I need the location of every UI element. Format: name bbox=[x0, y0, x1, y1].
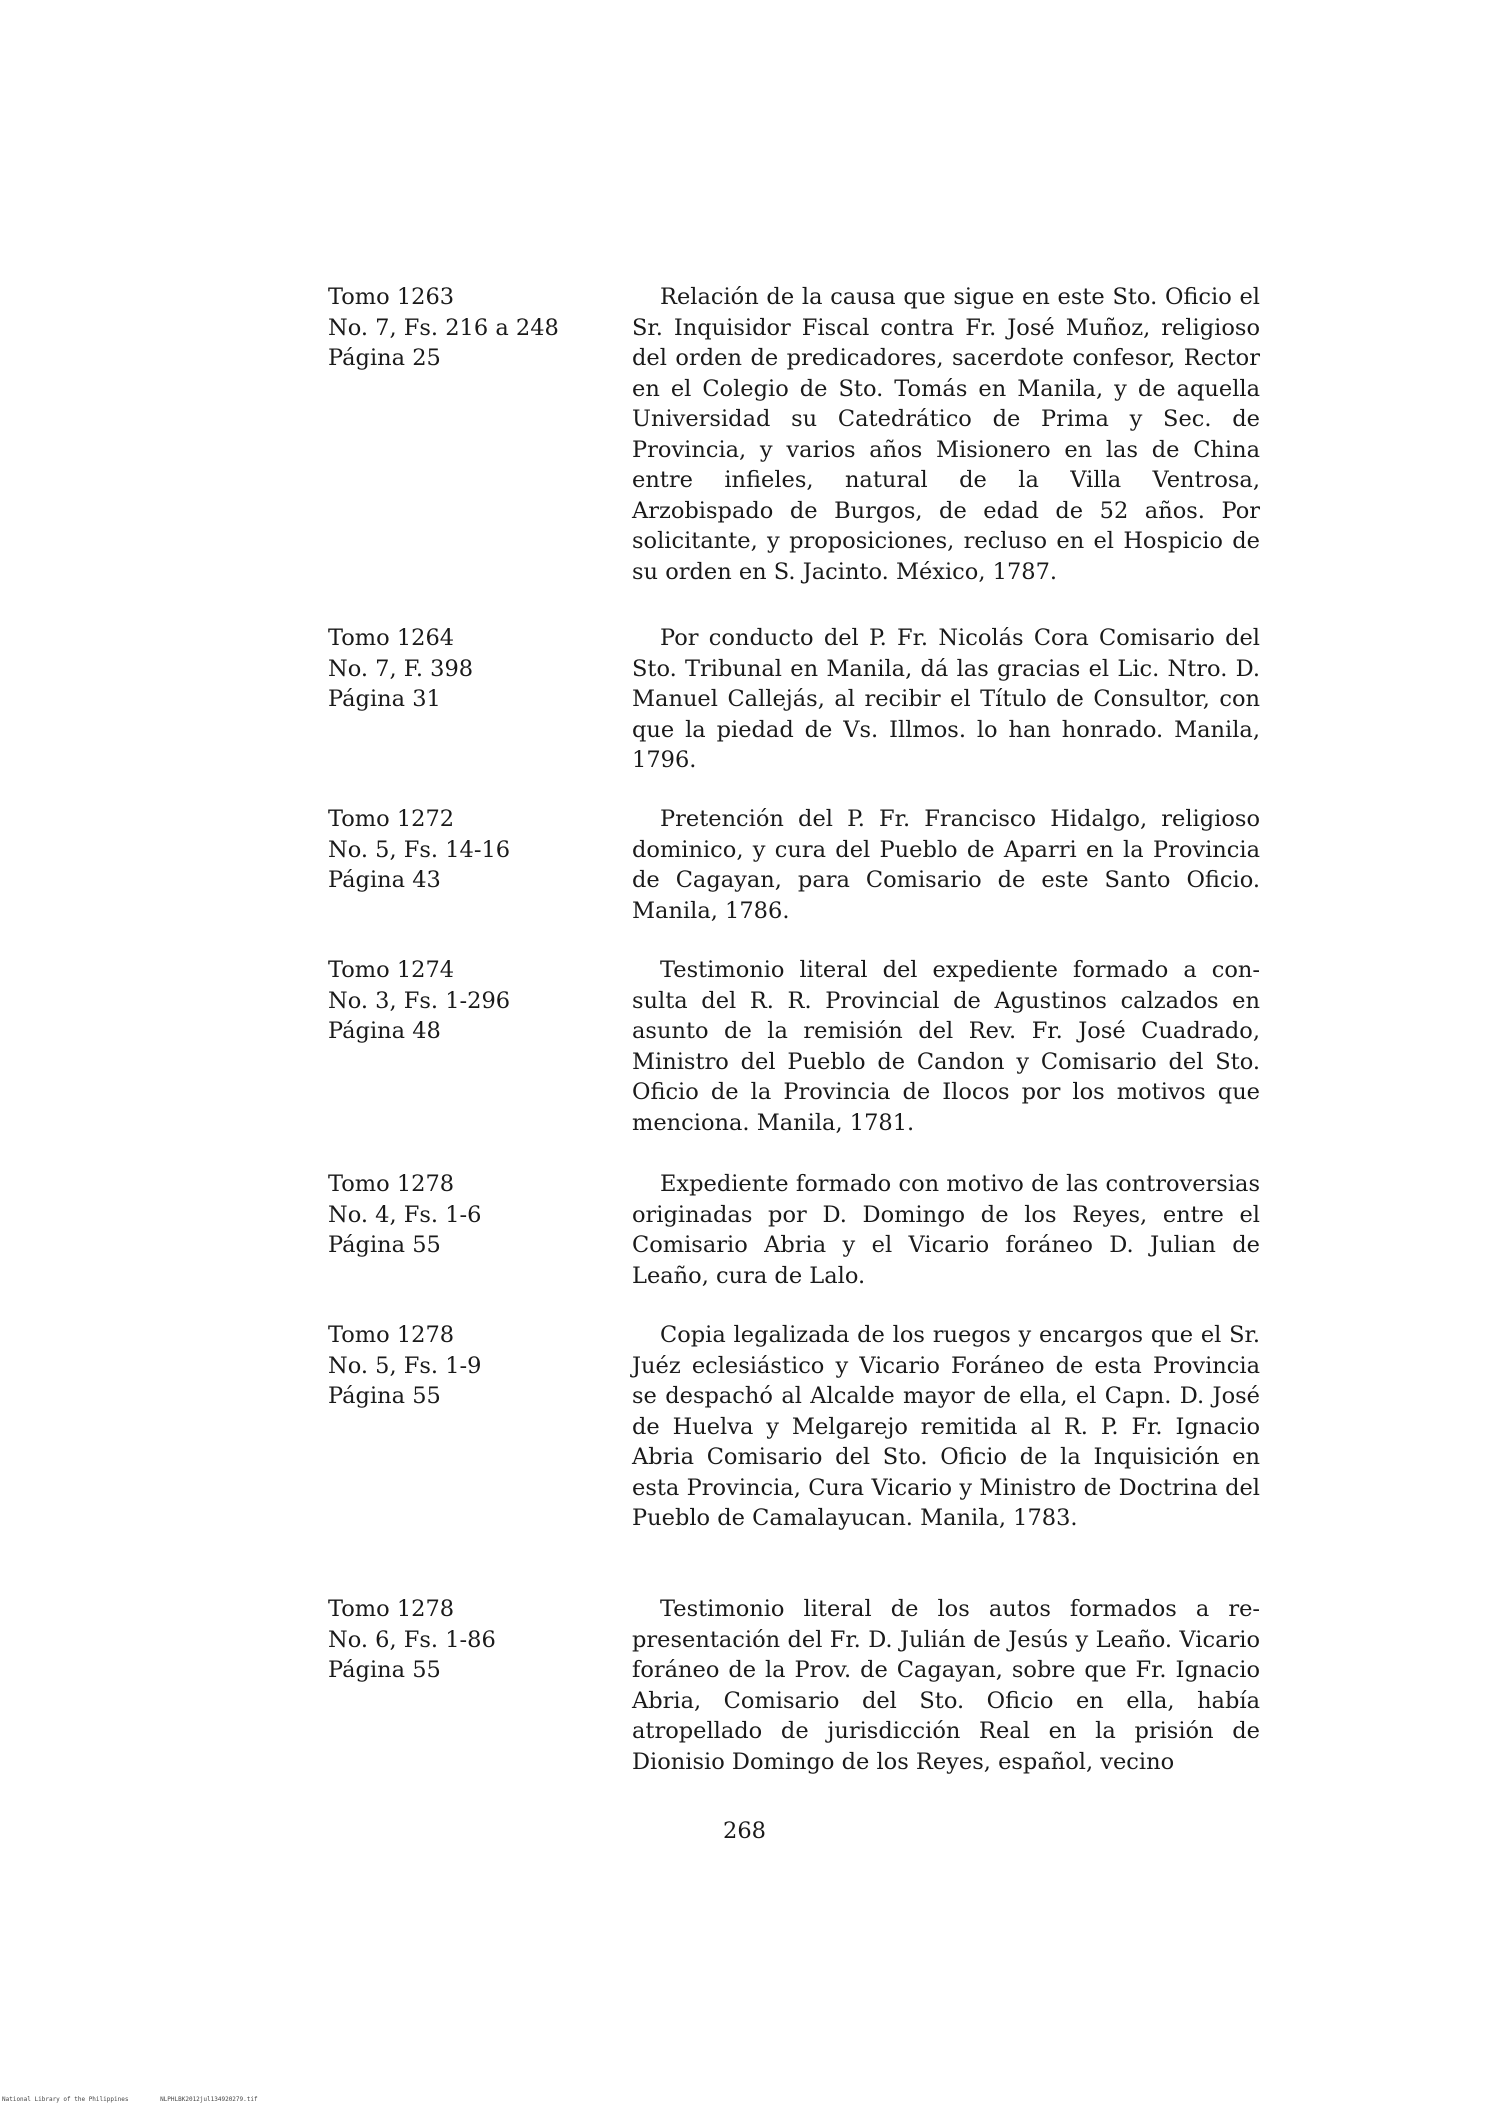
pagina-line: Página 55 bbox=[328, 1383, 441, 1409]
tomo-line: Tomo 1263 bbox=[328, 284, 455, 310]
folio-line: No. 4, Fs. 1-6 bbox=[328, 1201, 482, 1228]
entry-reference bbox=[328, 1169, 608, 1261]
pagina-line: Página 55 bbox=[328, 1657, 441, 1683]
footer-file-id: NLPHLBK2012jul134920279.tif bbox=[160, 2096, 258, 2103]
pagina-line: Página 48 bbox=[328, 1018, 441, 1044]
entry-reference bbox=[328, 955, 608, 1047]
pagina-line: Página 25 bbox=[328, 345, 441, 371]
entry-reference bbox=[328, 1320, 608, 1412]
folio-line: No. 7, F. 398 bbox=[328, 655, 474, 682]
tomo-line: Tomo 1278 bbox=[328, 1596, 455, 1622]
tomo-line: Tomo 1278 bbox=[328, 1322, 455, 1348]
tomo-line: Tomo 1272 bbox=[328, 806, 455, 832]
folio-line: No. 7, Fs. 216 a 248 bbox=[328, 314, 559, 341]
page-number: 268 bbox=[723, 1818, 766, 1844]
entry-description: Por conducto del P. Fr. Nicolás Cora Comisario del Sto. Tribunal en Manila, dá las gracias el Lic. Ntro. D. Manuel Callejás, al recibir el Título de Consultor, con que la piedad de Vs. Illmos. lo han honrado. Manila, 1796. bbox=[632, 625, 1260, 773]
entry-description: Testimonio literal del expediente formado a consulta del R. R. Provincial de Agustinos calzados en asunto de la remisión del Rev. Fr. José Cuadrado, Ministro del Pueblo de Candon y Comisario del Sto. Oficio de la Provincia de Ilocos por los motivos que menciona. Manila, 1781. bbox=[632, 957, 1260, 1136]
pagina-line: Página 43 bbox=[328, 867, 441, 893]
entry-description: Pretención del P. Fr. Francisco Hidalgo, religioso dominico, y cura del Pueblo de Aparri en la Provincia de Cagayan, para Comisario de este Santo Oficio. Manila, 1786. bbox=[632, 806, 1260, 924]
entry-description: Relación de la causa que sigue en este Sto. Oficio el Sr. Inquisidor Fiscal contra Fr. José Muñoz, religioso del orden de predicadores, sacerdote confesor, Rector en el Colegio de Sto. Tomás en Manila, y de aquella Universidad su Catedrático de Prima y Sec. de Provincia, y varios años Misionero en las de China entre infieles, natural de la Villa Ventrosa, Arzobispado de Burgos, de edad de 52 años. Por solicitante, y proposiciones, recluso en el Hospicio de su orden en S. Jacinto. México, 1787. bbox=[632, 284, 1260, 585]
tomo-line: Tomo 1278 bbox=[328, 1171, 455, 1197]
folio-line: No. 5, Fs. 14-16 bbox=[328, 836, 511, 863]
entry-description: Testimonio literal de los autos formados a representación del Fr. D. Julián de Jesús y Leaño. Vicario foráneo de la Prov. de Cagayan, sobre que Fr. Ignacio Abria, Comisario del Sto. Oficio en ella, había atropellado de jurisdicción Real en la prisión de Dionisio Domingo de los Reyes, español, vecino bbox=[632, 1596, 1260, 1775]
scan-footer bbox=[2, 2096, 286, 2103]
tomo-line: Tomo 1274 bbox=[328, 957, 455, 983]
entry-reference bbox=[328, 282, 608, 374]
entry-reference bbox=[328, 804, 608, 896]
folio-line: No. 3, Fs. 1-296 bbox=[328, 987, 511, 1014]
entry-reference bbox=[328, 623, 608, 715]
pagina-line: Página 31 bbox=[328, 686, 441, 712]
entry-description: Expediente formado con motivo de las controversias originadas por D. Domingo de los Reyes, entre el Comisario Abria y el Vicario foráneo D. Julian de Leaño, cura de Lalo. bbox=[632, 1171, 1260, 1289]
pagina-line: Página 55 bbox=[328, 1232, 441, 1258]
footer-library: National Library of the Philippines bbox=[2, 2096, 129, 2103]
folio-line: No. 5, Fs. 1-9 bbox=[328, 1352, 482, 1379]
folio-line: No. 6, Fs. 1-86 bbox=[328, 1626, 496, 1653]
entry-description: Copia legalizada de los ruegos y encargos que el Sr. Juéz eclesiástico y Vicario Foráneo de esta Provincia se despachó al Alcalde mayor de ella, el Capn. D. José de Huelva y Melgarejo remitida al R. P. Fr. Ignacio Abria Comisario del Sto. Oficio de la Inquisición en esta Provincia, Cura Vicario y Ministro de Doctrina del Pueblo de Camalayucan. Manila, 1783. bbox=[632, 1322, 1260, 1531]
tomo-line: Tomo 1264 bbox=[328, 625, 455, 651]
entry-reference bbox=[328, 1594, 608, 1686]
